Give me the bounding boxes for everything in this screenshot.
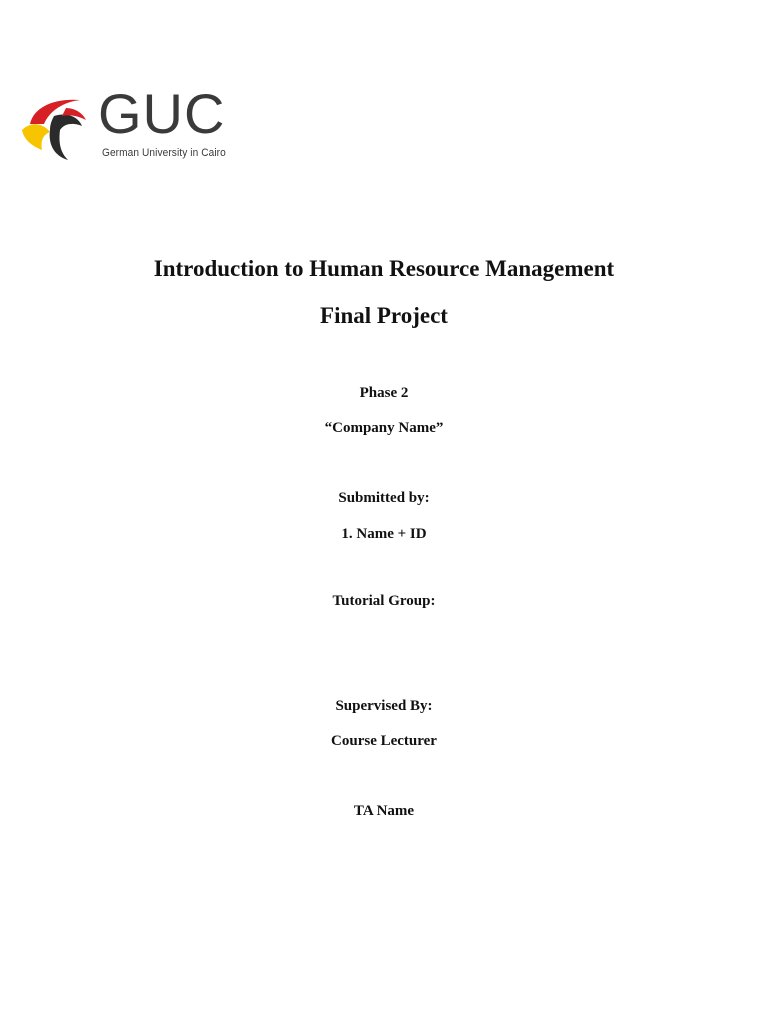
guc-logo <box>20 82 240 170</box>
course-title: Introduction to Human Resource Management <box>153 256 615 281</box>
project-title: Final Project <box>320 303 448 328</box>
ta-name: TA Name <box>353 803 415 819</box>
submitted-by-label: Submitted by: <box>338 490 430 506</box>
tutorial-group-label: Tutorial Group: <box>332 593 436 609</box>
supervised-by-label: Supervised By: <box>335 698 433 714</box>
phase-label: Phase 2 <box>359 385 409 401</box>
course-lecturer: Course Lecturer <box>331 733 437 749</box>
logo-full-name: German University in Cairo <box>102 147 226 159</box>
guc-logo-mark <box>20 94 90 164</box>
logo-acronym: GUC <box>98 82 226 145</box>
member-name-id: 1. Name + ID <box>341 526 427 542</box>
company-name: “Company Name” <box>324 420 444 436</box>
